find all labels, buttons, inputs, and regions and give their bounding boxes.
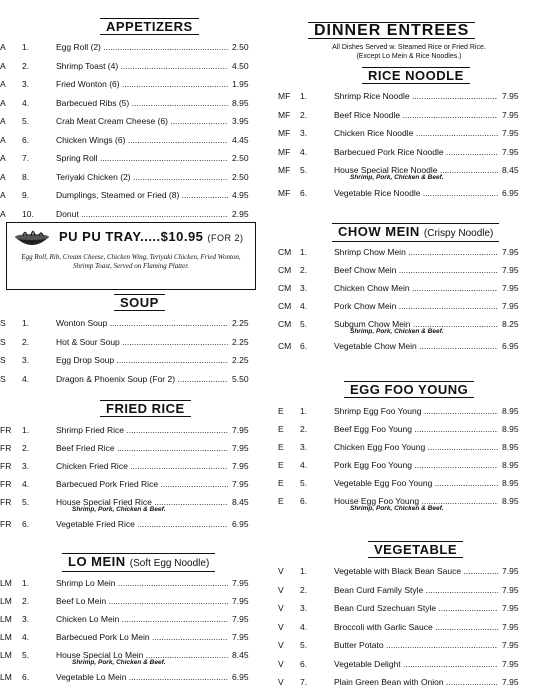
menu-item (278, 601, 540, 615)
item-name: Vegetable Chow Mein ..... (334, 339, 498, 353)
item-code: MF (278, 91, 291, 101)
item-name: Vegetable with Black Bean Sauce ..... (334, 564, 498, 578)
menu-item (278, 145, 540, 159)
menu-item (278, 638, 540, 652)
appetizers-heading: APPETIZERS (100, 18, 199, 35)
item-code: A (0, 153, 6, 163)
item-number: 5. (22, 497, 30, 507)
item-code: A (0, 208, 6, 219)
item-number: 6. (300, 496, 308, 506)
item-code: V (278, 677, 284, 687)
item-name: Bean Curd Szechuan Style ..... (334, 601, 498, 615)
item-price: 7.95 (232, 477, 270, 491)
item-code: A (0, 190, 6, 200)
item-code: V (278, 621, 284, 632)
menu-item (0, 495, 270, 513)
item-number: 1. (300, 566, 308, 576)
item-price: 4.45 (232, 133, 270, 147)
item-code: LM (0, 614, 12, 624)
item-code: FR (0, 519, 12, 529)
menu-item (0, 335, 270, 349)
menu-item (278, 263, 540, 277)
menu-item (0, 170, 270, 184)
item-number: 5. (300, 640, 308, 650)
item-number: 2. (300, 584, 308, 595)
item-price: 7.95 (502, 564, 540, 578)
item-number: 9. (22, 190, 30, 200)
item-detail: Shrimp, Pork, Chicken & Beef. (72, 506, 166, 513)
item-code: A (0, 134, 6, 145)
item-name: Chicken Fried Rice ..... (56, 459, 228, 473)
item-name: Vegetable Fried Rice ..... (56, 517, 228, 531)
item-number: 3. (300, 128, 308, 138)
menu-item (0, 670, 270, 684)
item-price: 6.95 (232, 517, 270, 531)
menu-item (0, 316, 270, 330)
item-name: Beef Lo Mein ..... (56, 594, 228, 608)
item-detail: Shrimp, Pork, Chicken & Beef. (350, 328, 444, 335)
menu-item (278, 245, 540, 259)
item-detail: Shrimp, Pork, Chicken & Beef. (350, 505, 444, 512)
pupu-tray-box (6, 222, 256, 290)
chow-mein-heading: CHOW MEIN (Crispy Noodle) (332, 223, 499, 242)
item-name: House Egg Foo Young ..... (334, 494, 498, 508)
item-name: Chicken Chow Mein ..... (334, 281, 498, 295)
item-price: 2.50 (232, 170, 270, 184)
dinner-note: All Dishes Served w. Steamed Rice or Fried Rice. (Except Lo Mein & Rice Noodles.) (332, 44, 486, 60)
item-code: V (278, 566, 284, 576)
menu-item (0, 59, 270, 73)
item-number: 2. (300, 424, 308, 434)
menu-item (278, 317, 540, 335)
item-name: Butter Potato ..... (334, 638, 498, 652)
item-code: A (0, 171, 6, 182)
menu-item (278, 458, 540, 472)
menu-item (278, 339, 540, 353)
item-code: A (0, 79, 6, 89)
item-price: 7.95 (502, 675, 540, 689)
item-name: Shrimp Lo Mein ..... (56, 576, 228, 590)
item-code: CM (278, 301, 292, 311)
fried-rice-heading: FRIED RICE (100, 400, 191, 417)
item-code: FR (0, 425, 12, 435)
item-name: Chicken Wings (6) ..... (56, 133, 228, 147)
item-code: LM (0, 632, 12, 642)
item-number: 4. (22, 97, 30, 108)
menu-item (278, 422, 540, 436)
item-number: 6. (22, 134, 30, 145)
item-detail: Shrimp, Pork, Chicken & Beef. (72, 659, 166, 666)
menu-item (0, 207, 270, 221)
item-code: MF (278, 165, 291, 175)
vegetable-heading: VEGETABLE (368, 541, 463, 558)
item-price: 7.95 (502, 638, 540, 652)
item-name: Chicken Lo Mein ..... (56, 612, 228, 626)
item-name: Beef Fried Rice ..... (56, 441, 228, 455)
menu-item (278, 281, 540, 295)
item-price: 6.95 (502, 339, 540, 353)
item-price: 6.95 (232, 670, 270, 684)
item-code: E (278, 442, 284, 452)
item-price: 4.50 (232, 59, 270, 73)
item-number: 8. (22, 171, 30, 182)
item-number: 4. (22, 373, 30, 384)
soup-heading: SOUP (114, 294, 165, 311)
item-name: Vegetable Egg Foo Young ..... (334, 476, 498, 490)
item-price: 7.95 (232, 630, 270, 644)
item-code: MF (278, 128, 291, 138)
item-name: Crab Meat Cream Cheese (6) ..... (56, 114, 228, 128)
item-number: 1. (300, 406, 308, 416)
item-code: S (0, 373, 6, 384)
menu-item (278, 494, 540, 512)
item-code: S (0, 336, 6, 347)
item-name: Shrimp Rice Noodle ..... (334, 89, 498, 103)
item-price: 4.95 (232, 188, 270, 202)
item-name: Vegetable Delight ..... (334, 657, 498, 671)
item-code: FR (0, 479, 12, 489)
item-number: 5. (22, 116, 30, 126)
item-name: Beef Chow Mein ..... (334, 263, 498, 277)
lo-mein-heading: LO MEIN (Soft Egg Noodle) (62, 553, 215, 572)
item-name: Broccoli with Garlic Sauce ..... (334, 620, 498, 634)
item-name: Shrimp Egg Foo Young ..... (334, 404, 498, 418)
item-price: 2.25 (232, 353, 270, 367)
menu-item (0, 114, 270, 128)
item-number: 6. (300, 341, 308, 351)
item-code: V (278, 640, 284, 650)
item-price: 7.95 (502, 126, 540, 140)
menu-item (0, 423, 270, 437)
menu-item (0, 40, 270, 54)
item-code: FR (0, 497, 12, 507)
item-price: 7.95 (502, 145, 540, 159)
item-code: MF (278, 109, 291, 120)
item-code: S (0, 355, 6, 365)
menu-item (0, 133, 270, 147)
item-price: 7.95 (232, 576, 270, 590)
item-name: Donut ..... (56, 207, 228, 221)
item-name: House Special Lo Mein ..... (56, 648, 228, 662)
item-code: E (278, 496, 284, 506)
item-number: 2. (300, 265, 308, 275)
item-detail: Shrimp, Pork, Chicken & Beef. (350, 174, 444, 181)
egg-foo-young-heading: EGG FOO YOUNG (344, 381, 474, 398)
item-name: Shrimp Fried Rice ..... (56, 423, 228, 437)
item-number: 1. (300, 247, 308, 257)
item-code: A (0, 97, 6, 108)
item-code: MF (278, 146, 291, 157)
menu-item (0, 459, 270, 473)
item-price: 1.95 (232, 77, 270, 91)
item-code: E (278, 460, 284, 470)
item-number: 1. (22, 578, 30, 588)
menu-item (278, 675, 540, 689)
menu-item (0, 517, 270, 531)
item-price: 7.95 (232, 594, 270, 608)
item-code: LM (0, 578, 12, 588)
item-price: 7.95 (502, 657, 540, 671)
menu-item (278, 657, 540, 671)
menu-item (0, 612, 270, 626)
item-number: 4. (22, 479, 30, 489)
menu-item (0, 477, 270, 491)
item-price: 7.95 (232, 423, 270, 437)
menu-item (278, 299, 540, 313)
item-price: 7.95 (502, 601, 540, 615)
item-code: FR (0, 443, 12, 453)
menu-item (278, 163, 540, 181)
item-name: Shrimp Toast (4) ..... (56, 59, 228, 73)
item-price: 6.95 (502, 186, 540, 200)
item-code: CM (278, 265, 292, 275)
item-number: 5. (300, 319, 308, 329)
menu-item (0, 441, 270, 455)
item-name: Subgum Chow Mein ..... (334, 317, 498, 331)
rice-noodle-heading: RICE NOODLE (362, 67, 470, 84)
item-name: Vegetable Lo Mein ..... (56, 670, 228, 684)
item-number: 2. (300, 109, 308, 120)
item-price: 2.50 (232, 151, 270, 165)
menu-item (0, 594, 270, 608)
item-price: 8.95 (502, 494, 540, 508)
item-number: 4. (300, 621, 308, 632)
item-name: House Special Fried Rice ..... (56, 495, 228, 509)
item-name: Wonton Soup ..... (56, 316, 228, 330)
menu-item (278, 108, 540, 122)
item-name: Teriyaki Chicken (2) ..... (56, 170, 228, 184)
item-number: 1. (22, 42, 30, 52)
item-code: MF (278, 187, 291, 198)
item-price: 2.95 (232, 207, 270, 221)
item-code: V (278, 658, 284, 669)
item-name: Spring Roll ..... (56, 151, 228, 165)
item-number: 2. (22, 596, 30, 606)
item-name: Vegetable Rice Noodle ..... (334, 186, 498, 200)
item-price: 8.95 (502, 440, 540, 454)
item-name: Hot & Sour Soup ..... (56, 335, 228, 349)
item-price: 7.95 (502, 108, 540, 122)
item-code: A (0, 60, 6, 71)
menu-item (0, 648, 270, 666)
item-price: 8.95 (502, 404, 540, 418)
pupu-tray-title: PU PU TRAY.....$10.95 (FOR 2) (59, 229, 244, 244)
item-number: 3. (22, 355, 30, 365)
item-code: E (278, 424, 284, 434)
item-price: 7.95 (502, 263, 540, 277)
item-name: Chicken Rice Noodle ..... (334, 126, 498, 140)
item-number: 5. (22, 650, 30, 660)
item-number: 3. (22, 614, 30, 624)
dinner-entrees-heading: DINNER ENTREES (308, 22, 475, 39)
item-number: 1. (22, 425, 30, 435)
item-name: Beef Rice Noodle ..... (334, 108, 498, 122)
item-number: 3. (300, 603, 308, 613)
item-name: Pork Egg Foo Young ..... (334, 458, 498, 472)
menu-item (0, 576, 270, 590)
item-code: CM (278, 247, 292, 257)
item-price: 5.50 (232, 372, 270, 386)
item-number: 4. (300, 460, 308, 470)
item-price: 7.95 (232, 441, 270, 455)
item-name: Barbecued Pork Rice Noodle ..... (334, 145, 498, 159)
item-code: CM (278, 283, 292, 293)
item-name: Barbecued Pork Lo Mein ..... (56, 630, 228, 644)
item-price: 7.95 (502, 620, 540, 634)
item-price: 2.25 (232, 316, 270, 330)
menu-item (278, 564, 540, 578)
item-price: 8.95 (502, 458, 540, 472)
item-name: Egg Drop Soup ..... (56, 353, 228, 367)
item-name: Fried Wonton (6) ..... (56, 77, 228, 91)
item-price: 8.95 (502, 476, 540, 490)
item-name: Barbecued Pork Fried Rice ..... (56, 477, 228, 491)
item-code: CM (278, 341, 292, 351)
item-name: Barbecued Ribs (5) ..... (56, 96, 228, 110)
menu-item (278, 89, 540, 103)
item-number: 3. (300, 442, 308, 452)
item-number: 3. (22, 461, 30, 471)
item-code: E (278, 406, 284, 416)
item-code: LM (0, 650, 12, 660)
menu-item (0, 77, 270, 91)
item-price: 8.95 (232, 96, 270, 110)
item-number: 4. (300, 146, 308, 157)
menu-item (278, 186, 540, 200)
menu-item (0, 353, 270, 367)
menu-item (0, 96, 270, 110)
item-code: FR (0, 461, 12, 471)
item-price: 8.45 (232, 648, 270, 662)
pupu-tray-description: Egg Roll, Rib, Cream Cheese, Chicken Wing, Teriyaki Chicken, Fried Wonton, Shrimp Toast, Served on Flaming Platter. (21, 253, 241, 270)
item-price: 2.25 (232, 335, 270, 349)
item-number: 1. (300, 91, 308, 101)
item-price: 7.95 (502, 299, 540, 313)
item-number: 2. (22, 443, 30, 453)
item-code: LM (0, 596, 12, 606)
menu-item (278, 476, 540, 490)
item-name: Chicken Egg Foo Young ..... (334, 440, 498, 454)
menu-item (278, 620, 540, 634)
item-code: A (0, 42, 6, 52)
menu-item (278, 440, 540, 454)
item-code: CM (278, 319, 292, 329)
item-number: 2. (22, 60, 30, 71)
item-price: 8.45 (502, 163, 540, 177)
item-number: 2. (22, 336, 30, 347)
item-price: 7.95 (502, 583, 540, 597)
item-name: House Special Rice Noodle ..... (334, 163, 498, 177)
item-name: Dragon & Phoenix Soup (For 2) ..... (56, 372, 228, 386)
item-number: 6. (300, 187, 308, 198)
item-name: Shrimp Chow Mein ..... (334, 245, 498, 259)
item-code: LM (0, 672, 12, 682)
item-number: 1. (22, 318, 30, 328)
item-price: 7.95 (232, 459, 270, 473)
item-number: 7. (22, 153, 30, 163)
item-number: 4. (300, 301, 308, 311)
item-code: V (278, 603, 284, 613)
item-price: 8.25 (502, 317, 540, 331)
menu-item (278, 583, 540, 597)
item-name: Beef Egg Foo Young ..... (334, 422, 498, 436)
menu-item (278, 126, 540, 140)
item-number: 6. (22, 672, 30, 682)
menu-item (278, 404, 540, 418)
item-code: V (278, 584, 284, 595)
menu-item (0, 372, 270, 386)
menu-item (0, 151, 270, 165)
item-number: 3. (22, 79, 30, 89)
item-number: 10. (22, 208, 34, 219)
item-name: Dumplings, Steamed or Fried (8) ..... (56, 188, 228, 202)
item-price: 7.95 (502, 245, 540, 259)
item-number: 3. (300, 283, 308, 293)
item-number: 5. (300, 165, 308, 175)
item-price: 8.95 (502, 422, 540, 436)
item-price: 2.50 (232, 40, 270, 54)
menu-item (0, 188, 270, 202)
item-name: Bean Curd Family Style ..... (334, 583, 498, 597)
item-name: Plain Green Bean with Onion ..... (334, 675, 498, 689)
item-code: E (278, 478, 284, 488)
item-name: Pork Chow Mein ..... (334, 299, 498, 313)
item-price: 7.95 (232, 612, 270, 626)
item-number: 6. (22, 519, 30, 529)
menu-item (0, 630, 270, 644)
item-price: 8.45 (232, 495, 270, 509)
item-price: 7.95 (502, 89, 540, 103)
item-price: 3.95 (232, 114, 270, 128)
item-code: A (0, 116, 6, 126)
item-price: 7.95 (502, 281, 540, 295)
item-number: 4. (22, 632, 30, 642)
item-name: Egg Roll (2) ..... (56, 40, 228, 54)
item-number: 6. (300, 658, 308, 669)
flaming-platter-icon (13, 227, 51, 249)
item-number: 5. (300, 478, 308, 488)
item-code: S (0, 318, 6, 328)
item-number: 7. (300, 677, 308, 687)
